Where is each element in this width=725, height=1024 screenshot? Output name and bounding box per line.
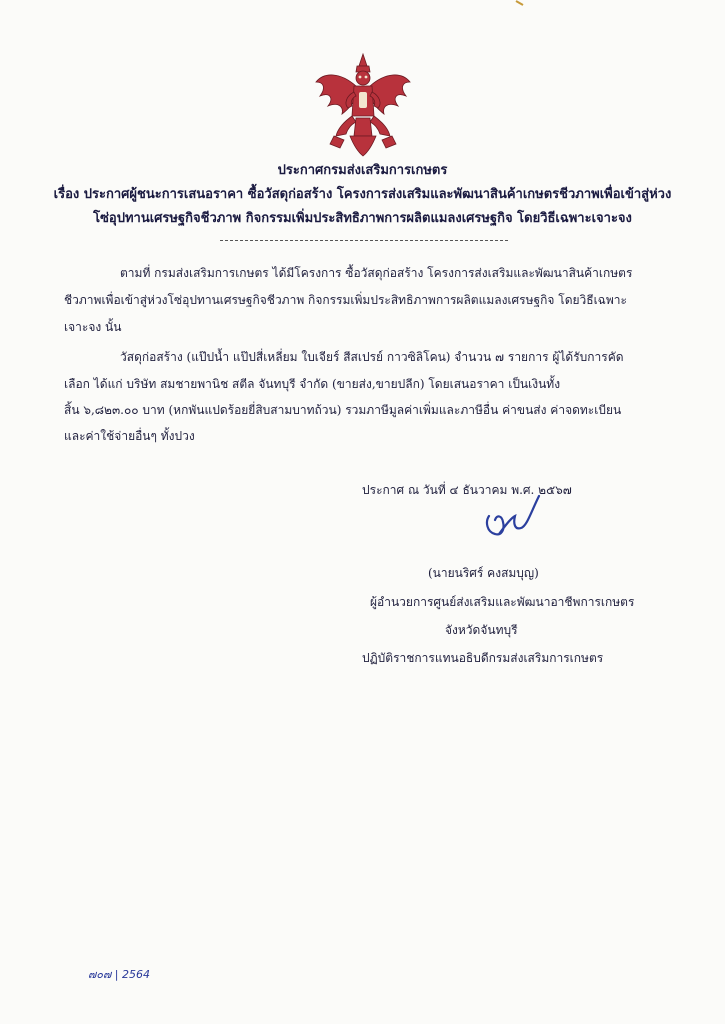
- subject-line-1: เรื่อง ประกาศผู้ชนะการเสนอราคา ซื้อวัสดุก่อสร้าง โครงการส่งเสริมและพัฒนาสินค้าเกษตรชีวภาพเพื่อเข้าสู่ห่วง: [53, 187, 672, 202]
- para1-line1: ตามที่ กรมส่งเสริมการเกษตร ได้มีโครงการ ซื้อวัสดุก่อสร้าง โครงการส่งเสริมและพัฒนาสินค้าเกษตร: [120, 266, 633, 280]
- document-title: ประกาศกรมส่งเสริมการเกษตร: [277, 163, 448, 178]
- announce-date: ประกาศ ณ วันที่ ๔ ธันวาคม พ.ศ. ๒๕๖๗: [362, 483, 572, 497]
- divider-line: [220, 240, 508, 241]
- para1-line3: เจาะจง นั้น: [64, 320, 122, 334]
- handwritten-signature-icon: [475, 486, 545, 546]
- para2-line3: สิ้น ๖,๘๒๓.๐๐ บาท (หกพันแปดร้อยยี่สิบสามบาทถ้วน) รวมภาษีมูลค่าเพิ่มและภาษีอื่น ค่าขนส่ง ค่าจดทะเบียน: [64, 403, 622, 417]
- signer-position-line2: จังหวัดจันทบุรี: [445, 623, 518, 637]
- subject-line-2: โซ่อุปทานเศรษฐกิจชีวภาพ กิจกรรมเพิ่มประสิทธิภาพการผลิตแมลงเศรษฐกิจ โดยวิธีเฉพาะเจาะจง: [93, 211, 632, 226]
- corner-mark: [515, 0, 527, 6]
- garuda-emblem-icon: [310, 52, 416, 160]
- para2-line2: เลือก ได้แก่ บริษัท สมชายพานิช สตีล จันทบุรี จำกัด (ขายส่ง,ขายปลีก) โดยเสนอราคา เป็นเงินทั้ง: [64, 377, 561, 391]
- signer-name: (นายนริศร์ คงสมบุญ): [428, 566, 539, 580]
- signer-position-line1: ผู้อำนวยการศูนย์ส่งเสริมและพัฒนาอาชีพการเกษตร: [370, 595, 635, 609]
- signer-position-line3: ปฏิบัติราชการแทนอธิบดีกรมส่งเสริมการเกษตร: [362, 651, 604, 665]
- para2-line1: วัสดุก่อสร้าง (แป๊ปน้ำ แป๊ปสี่เหลี่ยม ใบเจียร์ สีสเปรย์ กาวซิลิโคน) จำนวน ๗ รายการ ผู้ได้รับการคัด: [120, 350, 624, 364]
- handwritten-note: ๗๐๗ | 2564: [88, 968, 150, 981]
- para1-line2: ชีวภาพเพื่อเข้าสู่ห่วงโซ่อุปทานเศรษฐกิจชีวภาพ กิจกรรมเพิ่มประสิทธิภาพการผลิตแมลงเศรษฐกิจ โดยวิธีเฉพาะ: [64, 293, 627, 307]
- para2-line4: และค่าใช้จ่ายอื่นๆ ทั้งปวง: [64, 429, 195, 443]
